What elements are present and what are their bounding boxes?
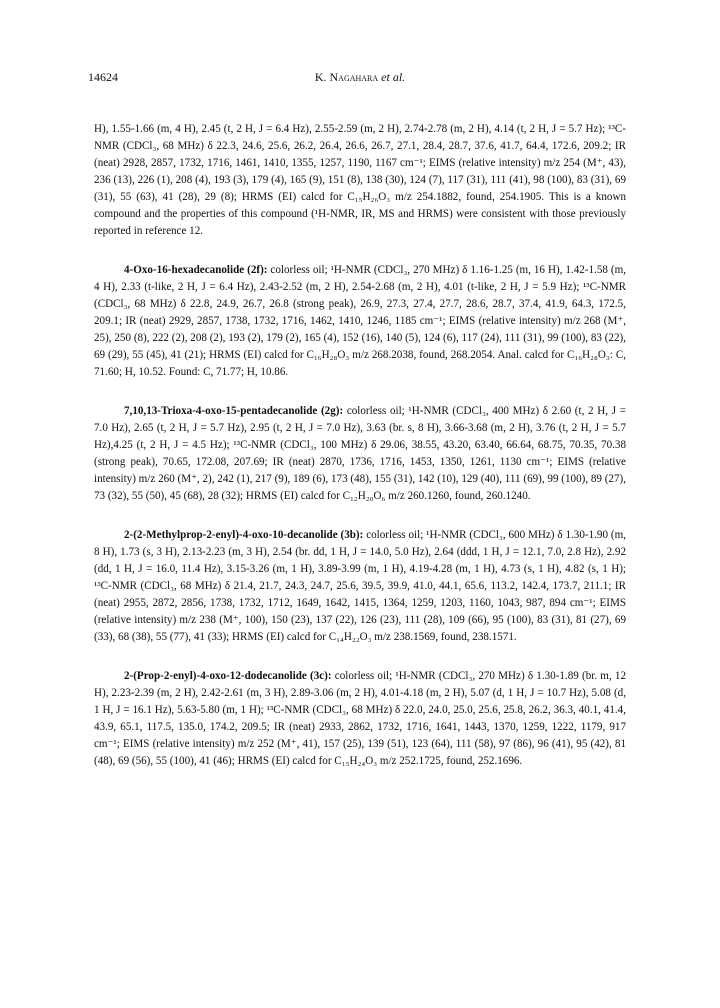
compound-data: colorless oil; ¹H-NMR (CDCl₃, 270 MHz) δ 1.30-1.89 (br. m, 12 H), 2.23-2.39 (m, 2 H), 2.42-2.61 (m, 3 H), 2.89-3.06 (m, 2 H), 4.01-4.18 (m, 2 H), 5.07 (d, 1 H, J = 10.7 Hz), 5.08 (d, 1 H, J = 16.1 Hz), 5.63-5.80 (m, 1 H); ¹³C-NMR (CDCl₃, 68 MHz) δ 22.0, 24.0, 25.0, 25.6, 25.8, 26.2, 36.3, 40.1, 41.4, 43.9, 65.1, 117.5, 135.0, 174.2, 209.5; IR (neat) 2933, 2862, 1732, 1716, 1641, 1443, 1370, 1259, 1222, 1179, 917 cm⁻¹; EIMS (relative intensity) m/z 252 (M⁺, 41), 157 (25), 139 (51), 123 (64), 111 (58), 97 (86), 96 (41), 95 (42), 81 (48), 69 (56), 55 (100), 41 (46); HRMS (EI) calcd for C₁₅H₂₄O₃ m/z 252.1725, found, 252.1696. (94, 670, 626, 767)
article-body (94, 121, 626, 792)
compound-entry-2f (94, 262, 626, 381)
author-suffix: et al. (378, 70, 406, 84)
paragraph-continuation (94, 121, 626, 240)
page-number: 14624 (88, 70, 118, 84)
compound-title: 4-Oxo-16-hexadecanolide (2f): (124, 264, 268, 276)
compound-title: 2-(Prop-2-enyl)-4-oxo-12-dodecanolide (3c): (124, 670, 332, 682)
running-header (88, 70, 632, 88)
paragraph-text: H), 1.55-1.66 (m, 4 H), 2.45 (t, 2 H, J = 6.4 Hz), 2.55-2.59 (m, 2 H), 2.74-2.78 (m, 2 H), 4.14 (t, 2 H, J = 5.7 Hz); ¹³C-NMR (CDCl₃, 68 MHz) δ 22.3, 24.6, 25.6, 26.2, 26.4, 26.6, 26.7, 27.1, 28.4, 28.7, 37.6, 41.7, 64.4, 172.6, 209.2; IR (neat) 2928, 2857, 1732, 1716, 1461, 1410, 1355, 1257, 1190, 1167 cm⁻¹; EIMS (relative intensity) m/z 254 (M⁺, 43), 236 (13), 226 (1), 208 (4), 193 (3), 179 (4), 165 (9), 151 (8), 138 (30), 124 (7), 117 (31), 111 (41), 98 (100), 83 (31), 69 (31), 55 (63), 41 (28), 29 (8); HRMS (EI) calcd for C₁₅H₂₆O₃ m/z 254.1882, found, 254.1905. This is a known compound and the properties of this compound (¹H-NMR, IR, MS and HRMS) were consistent with those previously reported in reference 12. (94, 123, 626, 237)
compound-data: colorless oil; ¹H-NMR (CDCl₃, 600 MHz) δ 1.30-1.90 (m, 8 H), 1.73 (s, 3 H), 2.13-2.23 (m, 3 H), 2.54 (br. dd, 1 H, J = 14.0, 5.0 Hz), 2.64 (ddd, 1 H, J = 12.1, 7.0, 2.8 Hz), 2.92 (dd, 1 H, J = 16.0, 11.4 Hz), 3.15-3.26 (m, 1 H), 3.89-3.99 (m, 1 H), 4.19-4.28 (m, 1 H), 4.73 (s, 1 H), 4.82 (s, 1 H); ¹³C-NMR (CDCl₃, 68 MHz) δ 21.4, 21.7, 24.3, 24.7, 25.6, 39.5, 39.9, 41.0, 44.1, 65.6, 113.2, 142.4, 173.7, 211.1; IR (neat) 2955, 2872, 2856, 1738, 1732, 1712, 1649, 1642, 1415, 1364, 1259, 1203, 1160, 1043, 987, 894 cm⁻¹; EIMS (relative intensity) m/z 238 (M⁺, 100), 150 (23), 137 (22), 126 (23), 111 (28), 109 (66), 95 (100), 83 (31), 81 (27), 69 (33), 68 (38), 55 (77), 41 (33); HRMS (EI) calcd for C₁₄H₂₂O₃ m/z 238.1569, found, 238.1571. (94, 529, 626, 643)
compound-title: 2-(2-Methylprop-2-enyl)-4-oxo-10-decanolide (3b): (124, 529, 364, 541)
running-head-authors (88, 70, 632, 85)
compound-entry-3b (94, 527, 626, 646)
author-name: K. Nagahara (314, 70, 379, 84)
compound-entry-2g (94, 403, 626, 505)
compound-data: colorless oil; ¹H-NMR (CDCl₃, 270 MHz) δ 1.16-1.25 (m, 16 H), 1.42-1.58 (m, 4 H), 2.33 (t-like, 2 H, J = 6.4 Hz), 2.43-2.52 (m, 2 H), 2.54-2.68 (m, 2 H), 4.01 (t-like, 2 H, J = 5.9 Hz); ¹³C-NMR (CDCl₃, 68 MHz) δ 22.8, 24.9, 26.7, 26.8 (strong peak), 26.9, 27.3, 27.4, 27.7, 28.6, 28.7, 37.4, 41.9, 64.3, 172.5, 209.1; IR (neat) 2929, 2857, 1738, 1732, 1716, 1462, 1410, 1246, 1185 cm⁻¹; EIMS (relative intensity) m/z 268 (M⁺, 25), 250 (8), 222 (2), 208 (2), 193 (2), 179 (2), 165 (4), 152 (16), 140 (5), 124 (6), 117 (24), 111 (31), 99 (100), 83 (22), 69 (29), 55 (45), 41 (21); HRMS (EI) calcd for C₁₆H₂₈O₃ m/z 268.2038, found, 268.2054. Anal. calcd for C₁₆H₂₈O₃: C, 71.60; H, 10.52. Found: C, 71.77; H, 10.86. (94, 264, 626, 378)
compound-title: 7,10,13-Trioxa-4-oxo-15-pentadecanolide (2g): (124, 405, 344, 417)
compound-entry-3c (94, 668, 626, 770)
compound-data: colorless oil; ¹H-NMR (CDCl₃, 400 MHz) δ 2.60 (t, 2 H, J = 7.0 Hz), 2.65 (t, 2 H, J = 5.7 Hz), 2.95 (t, 2 H, J = 7.0 Hz), 3.63 (br. s, 8 H), 3.66-3.68 (m, 2 H), 3.76 (t, 2 H, J = 5.7 Hz),4.25 (t, 2 H, J = 4.5 Hz); ¹³C-NMR (CDCl₃, 100 MHz) δ 29.06, 38.55, 43.20, 63.40, 66.64, 68.75, 70.35, 70.38 (strong peak), 70.65, 172.08, 207.69; IR (neat) 2870, 1736, 1716, 1453, 1350, 1261, 1130 cm⁻¹; EIMS (relative intensity) m/z 260 (M⁺, 2), 242 (1), 217 (9), 189 (6), 173 (48), 155 (31), 142 (10), 129 (40), 111 (69), 99 (100), 89 (27), 73 (32), 55 (50), 45 (68), 28 (32); HRMS (EI) calcd for C₁₂H₂₀O₆ m/z 260.1260, found, 260.1240. (94, 405, 626, 502)
